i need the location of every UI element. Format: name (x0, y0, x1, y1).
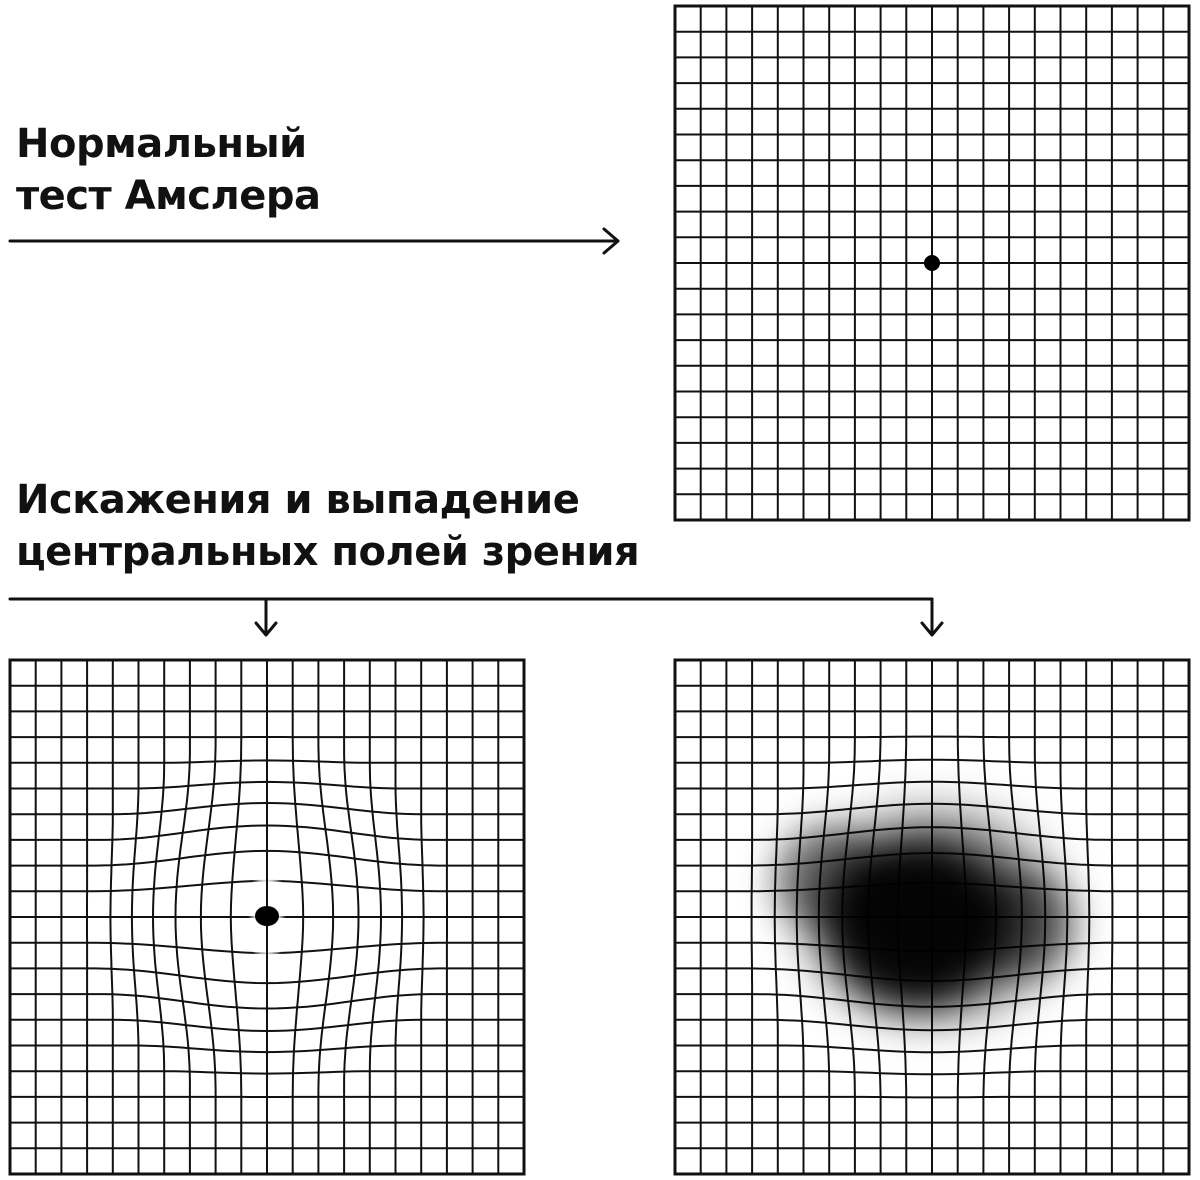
normal-test-label-line-1: Нормальный (16, 121, 307, 167)
distorted-test-label-line-1: Искажения и выпадение (16, 477, 580, 523)
scotoma-lobe (975, 870, 1075, 980)
scotoma-lobe (775, 825, 885, 935)
distorted-amsler-grid (10, 660, 524, 1174)
bracket-to-distorted-grids (10, 599, 942, 635)
fixation-dot (255, 906, 279, 926)
normal-test-label-line-2: тест Амслера (16, 173, 321, 219)
scotoma-grid-hline (675, 1097, 1189, 1098)
scotoma-amsler-grid (675, 660, 1189, 1174)
fixation-dot (924, 255, 940, 271)
arrow-to-normal-grid (10, 229, 618, 253)
normal-amsler-grid (675, 6, 1189, 520)
distorted-test-label-line-2: центральных полей зрения (16, 529, 640, 575)
